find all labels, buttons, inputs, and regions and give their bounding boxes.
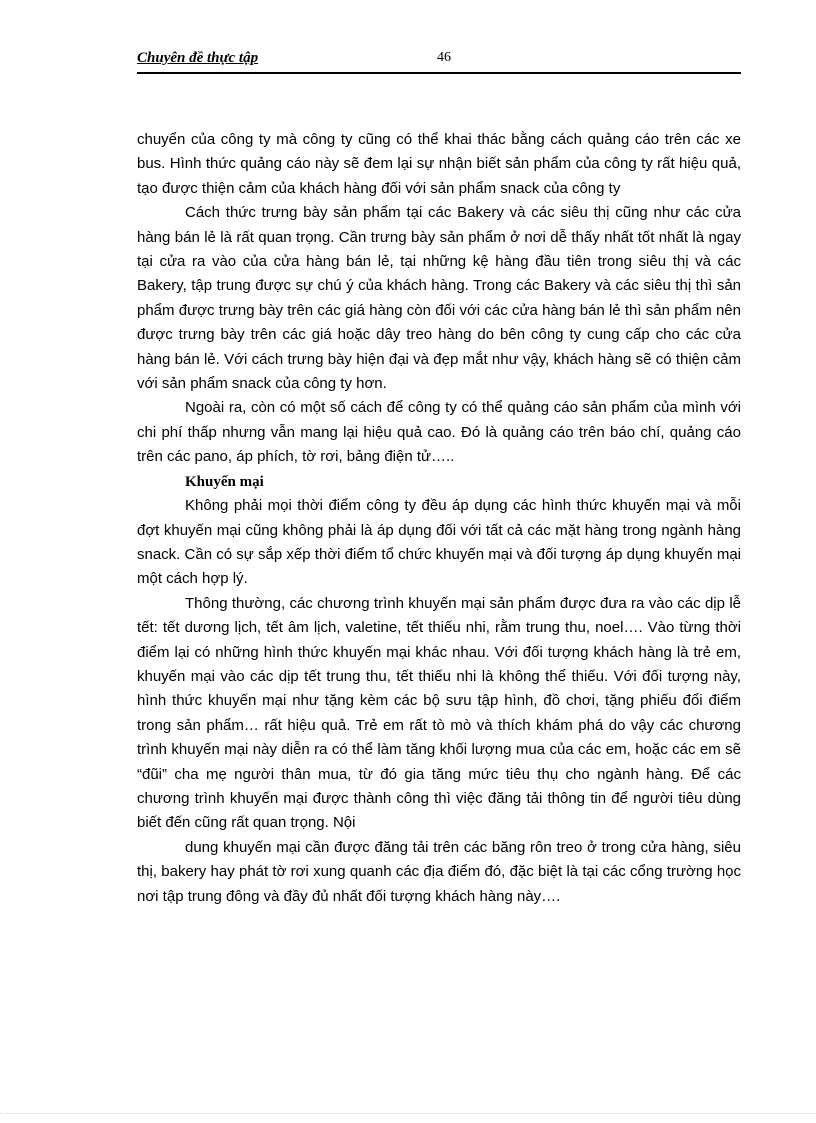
paragraph: chuyển của công ty mà công ty cũng có thể khai thác bằng cách quảng cáo trên các xe bus. Hình thức quảng cáo này sẽ đem lại sự nhận biết sản phẩm của công ty rất hiệu quả, tạo được thiện cảm của khách hàng đối với sản phẩm snack của công ty	[137, 131, 741, 197]
paragraph: Ngoài ra, còn có một số cách để công ty có thể quảng cáo sản phẩm của mình với chi phí thấp nhưng vẫn mang lại hiệu quả cao. Đó là quảng cáo trên báo chí, quảng cáo trên các pano, áp phích, tờ rơi, bảng điện tử…..	[137, 399, 741, 466]
paragraph: Thông thường, các chương trình khuyến mại sản phẩm được đưa ra vào các dịp lễ tết: tết dương lịch, tết âm lịch, valetine, tết thiếu nhi, rằm trung thu, noel…. Vào từng thời điểm lại có những hình thức khuyến mại khác nhau. Với đối tượng khách hàng là trẻ em, khuyến mại vào các dịp tết trung thu, tết thiếu nhi là không thể thiếu. Với đối tượng này, hình thức khuyến mại như tặng kèm các bộ sưu tập hình, đồ chơi, tặng phiếu đổi điểm trong sản phẩm… rất hiệu quả. Trẻ em rất tò mò và thích khám phá do vậy các chương trình khuyến mại này diễn ra có thể làm tăng khối lượng mua của các em, hoặc các em sẽ “đũi” cha mẹ người thân mua, từ đó gia tăng mức tiêu thụ cho ngành hàng. Để các chương trình khuyến mại được thành công thì việc đăng tải thông tin để người tiêu dùng biết đến cũng rất quan trọng. Nội	[137, 594, 741, 832]
body-text	[137, 128, 741, 909]
paragraph: Không phải mọi thời điểm công ty đều áp dụng các hình thức khuyến mại và mỗi đợt khuyến mại cũng không phải là áp dụng đối với tất cả các mặt hàng trong ngành hàng snack. Cần có sự sắp xếp thời điểm tổ chức khuyến mại và đối tượng áp dụng khuyến mại một cách hợp lý.	[137, 497, 741, 588]
paragraph: dung khuyến mại cần được đăng tải trên các băng rôn treo ở trong cửa hàng, siêu thị, bakery hay phát tờ rơi xung quanh các địa điểm đó, đặc biệt là tại các cổng trường học nơi tập trung đông và đầy đủ nhất đối tượng khách hàng này….	[137, 838, 741, 905]
paragraph: Cách thức trưng bày sản phẩm tại các Bakery và các siêu thị cũng như các cửa hàng bán lẻ là rất quan trọng. Cần trưng bày sản phẩm ở nơi dễ thấy nhất tốt nhất là ngay tại cửa ra vào của cửa hàng bán lẻ, tại những kệ hàng đầu tiên trong siêu thị và các Bakery, tập trung được sự chú ý của khách hàng. Trong các Bakery và các siêu thị thì sản phẩm được trưng bày trên các giá hàng còn đối với các cửa hàng bán lẻ thì sản phẩm nên được trưng bày trên các giá hoặc dây treo hàng do bên công ty cung cấp cho các cửa hàng bán lẻ. Với cách trưng bày hiện đại và đẹp mắt như vậy, khách hàng sẽ có thiện cảm với sản phẩm snack của công ty hơn.	[137, 204, 741, 393]
page-bottom-divider	[0, 1113, 816, 1114]
page-number: 46	[437, 50, 451, 65]
section-heading: Khuyến mại	[185, 473, 264, 490]
header-title: Chuyên đề thực tập	[137, 50, 259, 66]
page-header	[137, 46, 741, 74]
